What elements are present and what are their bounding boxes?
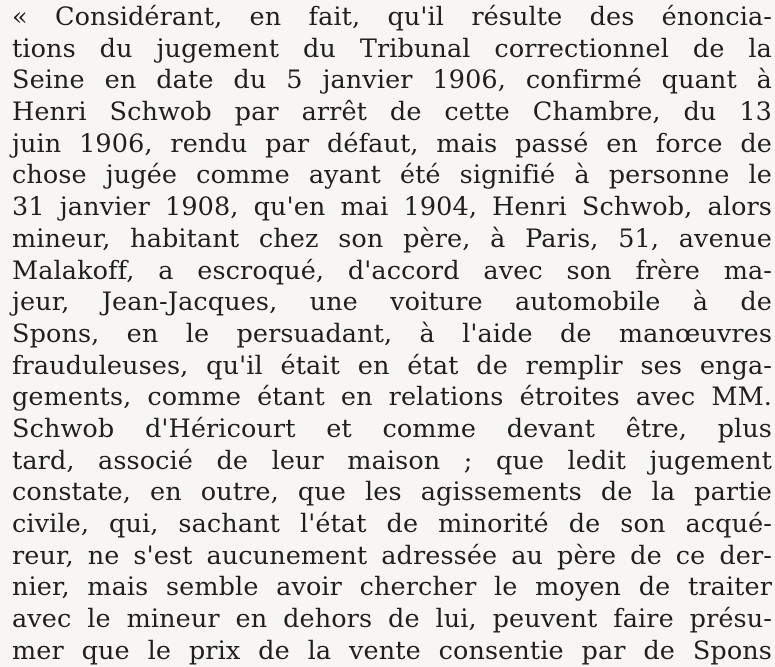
text-line: nier, mais semble avoir chercher le moyen de traiter	[12, 572, 772, 603]
text-line: civile, qui, sachant l'état de minorité de son acqué-	[12, 509, 772, 539]
text-line: gements, comme étant en relations étroites avec MM.	[12, 382, 772, 413]
text-line: frauduleuses, qu'il était en état de remplir ses enga-	[12, 350, 772, 381]
text-line: jeur, Jean-Jacques, une voiture automobile à de	[12, 287, 772, 318]
text-line: Seine en date du 5 janvier 1906, confirmé quant à	[12, 65, 772, 96]
text-line: constate, en outre, que les agissements de la partie	[12, 477, 772, 508]
text-line: mer que le prix de la vente consentie par de Spons	[12, 635, 772, 666]
text-line: reur, ne s'est aucunement adressée au père de ce der-	[12, 540, 772, 571]
body-text	[12, 2, 772, 667]
text-line: juin 1906, rendu par défaut, mais passé en force de	[12, 128, 772, 159]
text-line: « Considérant, en fait, qu'il résulte des énoncia-	[12, 2, 772, 32]
text-line: mineur, habitant chez son père, à Paris, 51, avenue	[12, 223, 772, 254]
text-line: Henri Schwob par arrêt de cette Chambre, du 13	[12, 97, 772, 128]
text-line: avec le mineur en dehors de lui, peuvent faire présu-	[12, 604, 772, 635]
text-line: chose jugée comme ayant été signifié à personne le	[12, 160, 772, 191]
text-line: Malakoff, a escroqué, d'accord avec son frère ma-	[12, 255, 772, 286]
text-line: tard, associé de leur maison ; que ledit jugement	[12, 445, 772, 476]
text-line: Spons, en le persuadant, à l'aide de manœuvres	[12, 318, 772, 349]
text-line: tions du jugement du Tribunal correctionnel de la	[12, 33, 772, 64]
text-line: Schwob d'Héricourt et comme devant être, plus	[12, 413, 772, 444]
text-line: 31 janvier 1908, qu'en mai 1904, Henri Schwob, alors	[12, 192, 772, 223]
